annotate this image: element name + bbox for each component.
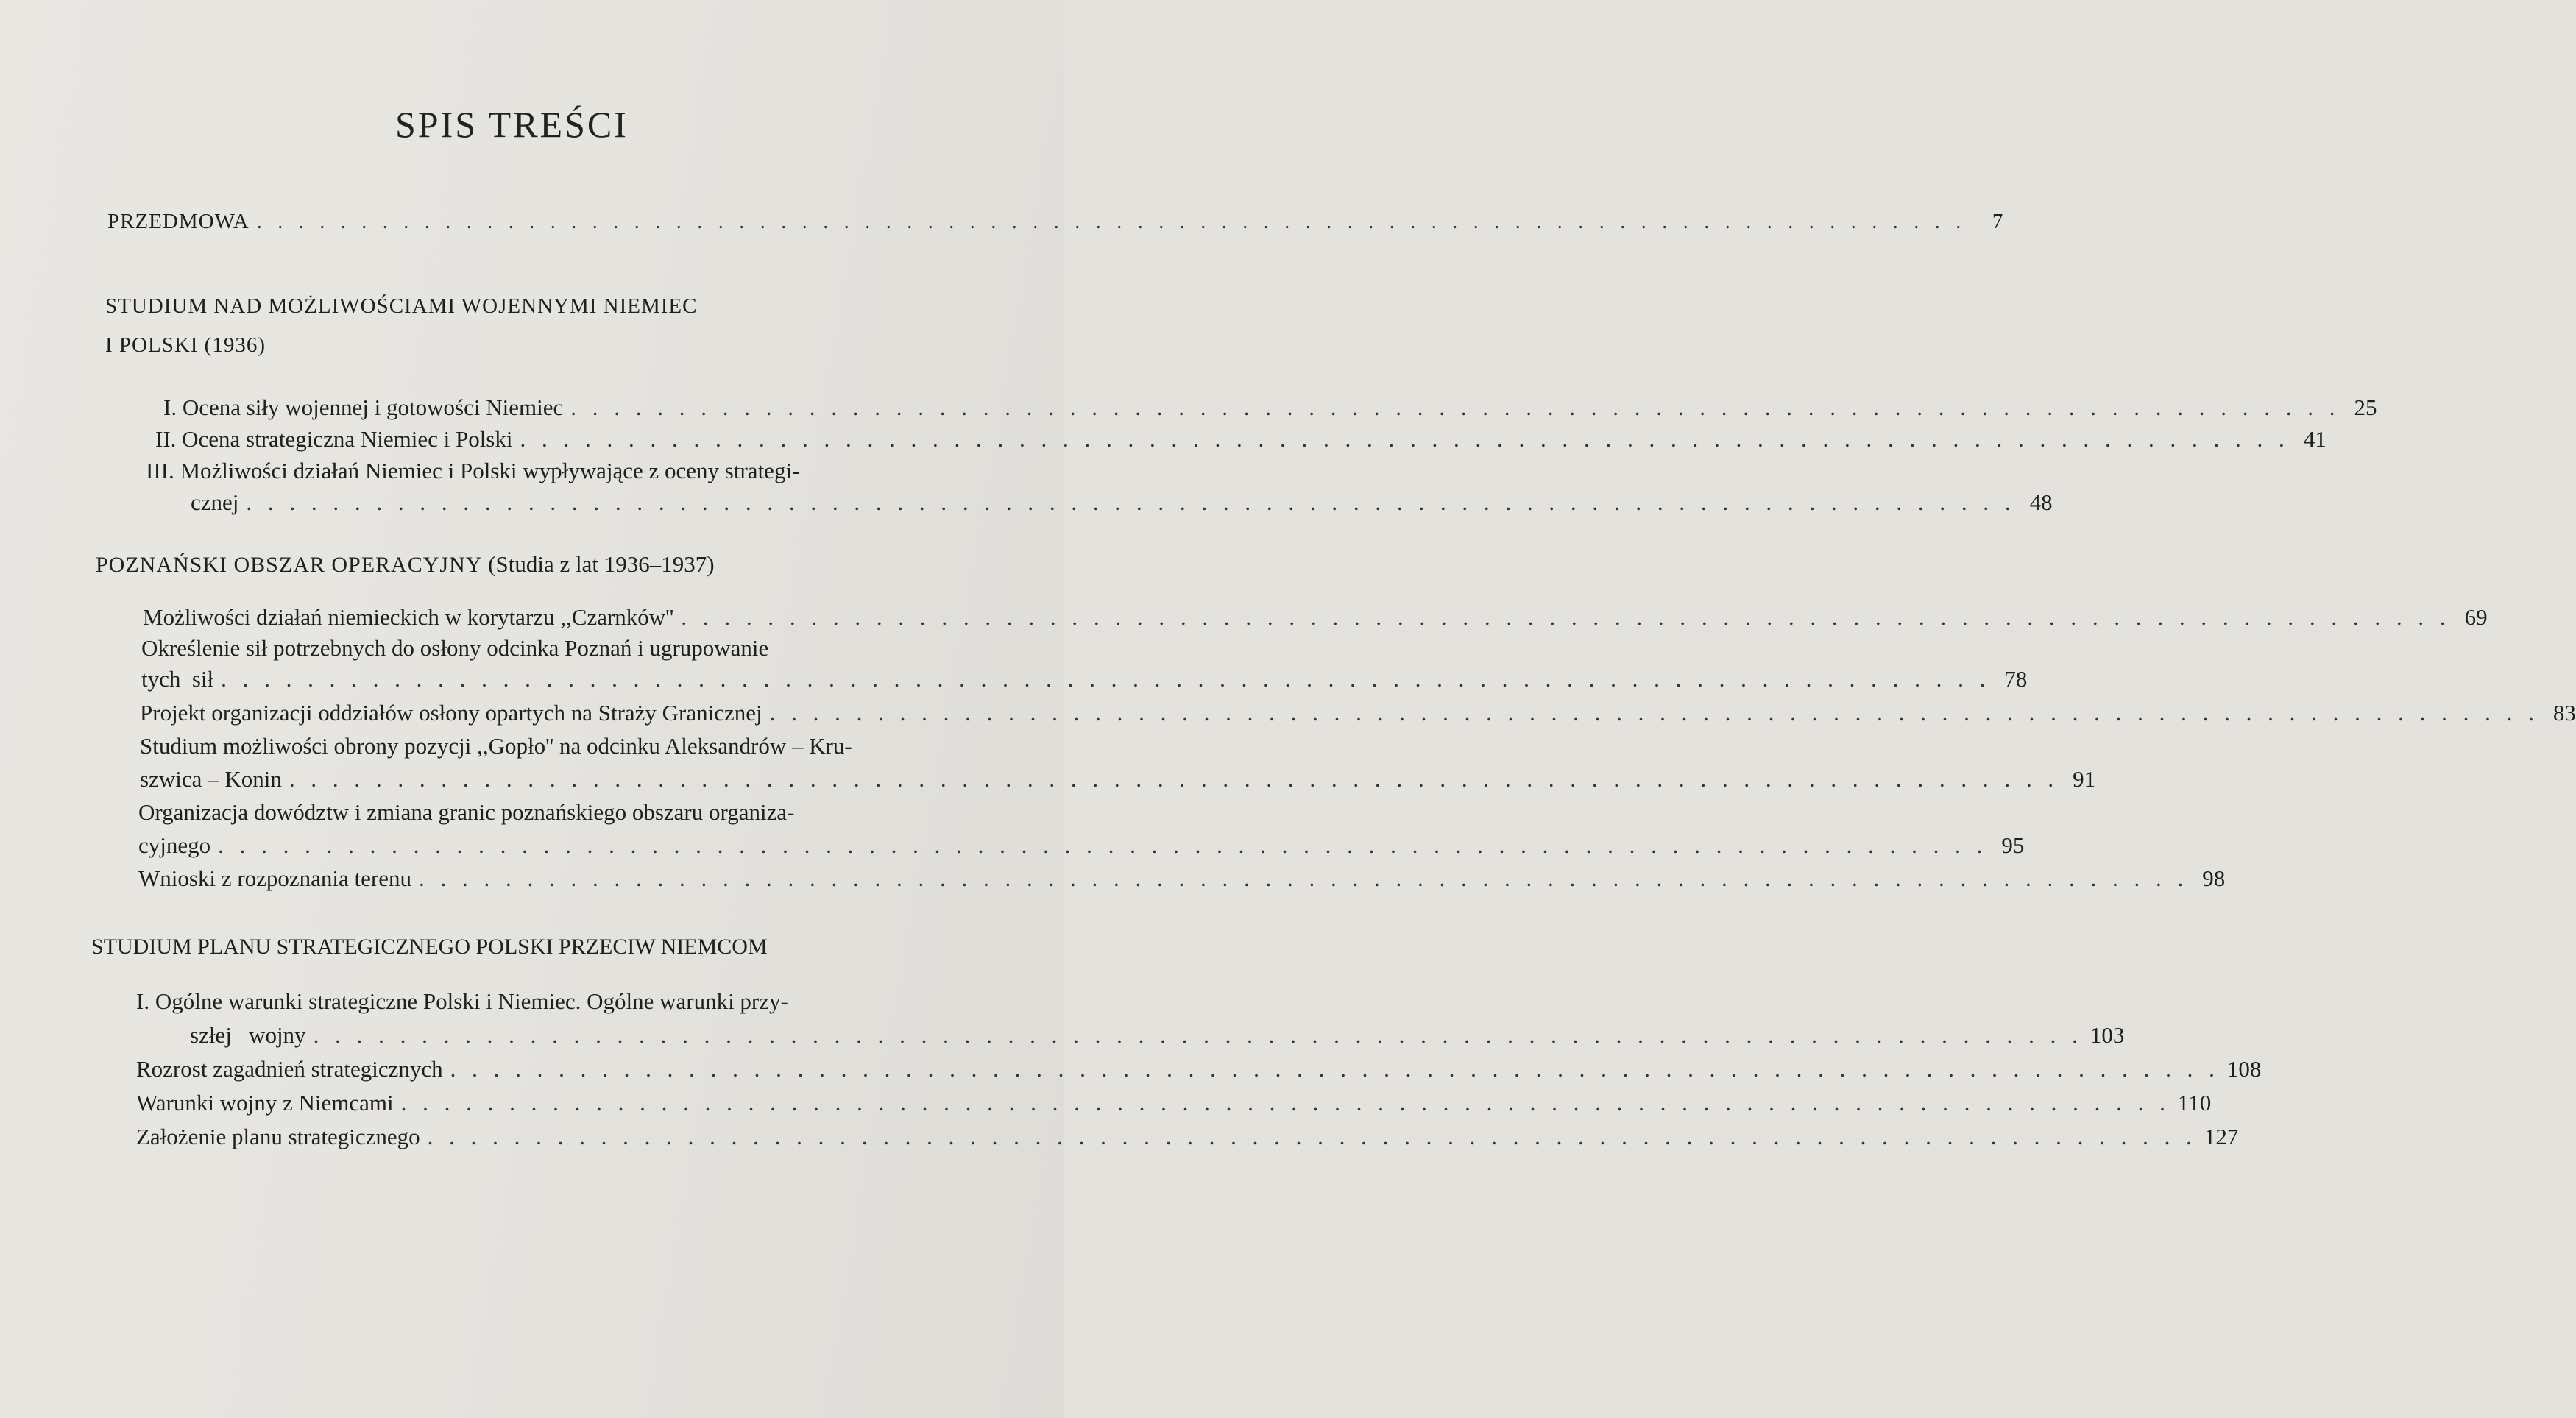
toc-entry[interactable] xyxy=(136,1089,2212,1117)
toc-page-number: 91 xyxy=(2073,766,2096,792)
toc-entry-label: Projekt organizacji oddziałów osłony opartych na Straży Granicznej xyxy=(140,700,762,726)
dot-leader: . . . . . . . . . . . . . . . . . . . . . . . . . . . . . . . . . . . . . . . . . . . . . . . . . . . . . . . . . . . . . . . . . . . . . . . . . . . . . . . . . . xyxy=(681,604,2451,630)
toc-entry[interactable] xyxy=(138,865,2226,893)
section-heading xyxy=(96,550,715,579)
dot-leader: . . . . . . . . . . . . . . . . . . . . . . . . . . . . . . . . . . . . . . . . . . . . . . . . . . . . . . . . . . . . . . . . . . . . . . . . . . . . . . . . . . xyxy=(218,832,1988,858)
toc-entry-label: cyjnego xyxy=(138,832,211,858)
toc-entry[interactable] xyxy=(138,832,2025,859)
toc-entry-label: I. Ocena siły wojennej i gotowości Niemiec xyxy=(163,394,564,420)
toc-entry-label: II. Ocena strategiczna Niemiec i Polski xyxy=(155,426,513,452)
toc-entry[interactable] xyxy=(155,425,2326,453)
toc-entry[interactable] xyxy=(163,394,2377,422)
toc-page-number: 48 xyxy=(2029,489,2053,515)
section-heading-title: POZNAŃSKI OBSZAR OPERACYJNY xyxy=(96,553,483,577)
toc-entry[interactable] xyxy=(190,1021,2125,1049)
dot-leader: . . . . . . . . . . . . . . . . . . . . . . . . . . . . . . . . . . . . . . . . . . . . . . . . . . . . . . . . . . . . . . . . . . . . . . . . . . . . . . . . . . xyxy=(246,489,2016,515)
toc-page-number: 98 xyxy=(2202,865,2226,891)
dot-leader: . . . . . . . . . . . . . . . . . . . . . . . . . . . . . . . . . . . . . . . . . . . . . . . . . . . . . . . . . . . . . . . . . . . . . . . . . . . . . . . . . . xyxy=(450,1056,2220,1082)
toc-page-number: 127 xyxy=(2204,1124,2239,1149)
toc-entry-przedmowa[interactable] xyxy=(107,208,2003,235)
toc-entry-label: szwica – Konin xyxy=(140,766,282,792)
toc-page-number: 83 xyxy=(2552,700,2576,726)
toc-page-number: 108 xyxy=(2226,1056,2262,1082)
toc-entry[interactable] xyxy=(140,699,2576,727)
toc-entry[interactable] xyxy=(141,665,2028,693)
dot-leader: . . . . . . . . . . . . . . . . . . . . . . . . . . . . . . . . . . . . . . . . . . . . . . . . . . . . . . . . . . . . . . . . . . . . . . . . . . . . . . . . . . xyxy=(769,700,2539,726)
toc-page-number: 41 xyxy=(2303,426,2326,452)
dot-leader: . . . . . . . . . . . . . . . . . . . . . . . . . . . . . . . . . . . . . . . . . . . . . . . . . . . . . . . . . . . . . . . . . . . . . . . . . . . . . . . . . . xyxy=(419,865,2189,891)
dot-leader: . . . . . . . . . . . . . . . . . . . . . . . . . . . . . . . . . . . . . . . . . . . . . . . . . . . . . . . . . . . . . . . . . . . . . . . . . . . . . . . . . . xyxy=(313,1022,2083,1048)
toc-entry-label: Warunki wojny z Niemcami xyxy=(136,1090,394,1116)
toc-entry-label: III. Możliwości działań Niemiec i Polski wypływające z oceny strategi- xyxy=(146,458,800,483)
toc-page-number: 78 xyxy=(2004,666,2028,692)
toc-entry[interactable] xyxy=(191,489,2053,517)
dot-leader: . . . . . . . . . . . . . . . . . . . . . . . . . . . . . . . . . . . . . . . . . . . . . . . . . . . . . . . . . . . . . . . . . . . . . . . . . . . . . . . . . . xyxy=(221,666,1991,692)
toc-page-number: 69 xyxy=(2464,604,2488,630)
toc-entry-label: Studium możliwości obrony pozycji ,,Gopło'' na odcinku Aleksandrów – Kru- xyxy=(140,733,852,759)
section-heading: STUDIUM NAD MOŻLIWOŚCIAMI WOJENNYMI NIEMIEC xyxy=(105,294,698,318)
dot-leader: . . . . . . . . . . . . . . . . . . . . . . . . . . . . . . . . . . . . . . . . . . . . . . . . . . . . . . . . . . . . . . . . . . . . . . . . . . . . . . . . . . xyxy=(289,766,2059,792)
section-heading: STUDIUM PLANU STRATEGICZNEGO POLSKI PRZECIW NIEMCOM xyxy=(91,935,768,959)
toc-entry-label: tych sił xyxy=(141,666,214,692)
section-heading-suffix: (Studia z lat 1936–1937) xyxy=(488,551,715,577)
toc-page-number: 110 xyxy=(2177,1090,2212,1116)
toc-entry-label: Wnioski z rozpoznania terenu xyxy=(138,865,411,891)
toc-entry-label: Rozrost zagadnień strategicznych xyxy=(136,1056,443,1082)
dot-leader: . . . . . . . . . . . . . . . . . . . . . . . . . . . . . . . . . . . . . . . . . . . . . . . . . . . . . . . . . . . . . . . . . . . . . . . . . . . . . . . . . . xyxy=(427,1124,2197,1149)
toc-entry[interactable] xyxy=(143,603,2488,631)
toc-page-number: 95 xyxy=(2001,832,2025,858)
toc-page-number: 103 xyxy=(2090,1022,2125,1048)
dot-leader: . . . . . . . . . . . . . . . . . . . . . . . . . . . . . . . . . . . . . . . . . . . . . . . . . . . . . . . . . . . . . . . . . . . . . . . . . . . . . . . . . . xyxy=(400,1090,2170,1116)
toc-entry[interactable] xyxy=(136,1055,2262,1083)
dot-leader: . . . . . . . . . . . . . . . . . . . . . . . . . . . . . . . . . . . . . . . . . . . . . . . . . . . . . . . . . . . . . . . . . . . . . . . . . . . . . . . . . . xyxy=(520,426,2290,452)
toc-entry-label: Określenie sił potrzebnych do osłony odcinka Poznań i ugrupowanie xyxy=(141,635,769,661)
toc-page-number: 25 xyxy=(2354,394,2377,420)
toc-entry-label: I. Ogólne warunki strategiczne Polski i Niemiec. Ogólne warunki przy- xyxy=(136,988,788,1014)
toc-entry-label: cznej xyxy=(191,489,239,515)
toc-entry-label: szłej wojny xyxy=(190,1022,306,1048)
dot-leader: . . . . . . . . . . . . . . . . . . . . . . . . . . . . . . . . . . . . . . . . . . . . . . . . . . . . . . . . . . . . . . . . . . . . . . . . . . . . . . . . . . xyxy=(570,394,2340,420)
toc-entry-label: Założenie planu strategicznego xyxy=(136,1124,420,1149)
section-heading: I POLSKI (1936) xyxy=(105,333,266,357)
toc-entry[interactable] xyxy=(136,1123,2239,1151)
toc-entry-label: Organizacja dowództw i zmiana granic poznańskiego obszaru organiza- xyxy=(138,799,795,825)
page-title: SPIS TREŚCI xyxy=(395,104,629,145)
toc-entry[interactable] xyxy=(140,765,2096,793)
toc-entry-label: Możliwości działań niemieckich w korytarzu ,,Czarnków'' xyxy=(143,604,674,630)
toc-page-number: 7 xyxy=(1992,210,2003,233)
toc-entry-label: PRZEDMOWA xyxy=(107,210,250,233)
dot-leader: . . . . . . . . . . . . . . . . . . . . . . . . . . . . . . . . . . . . . . . . . . . . . . . . . . . . . . . . . . . . . . . . . . . . . . . . . . . . . . . . . . xyxy=(256,210,1967,233)
